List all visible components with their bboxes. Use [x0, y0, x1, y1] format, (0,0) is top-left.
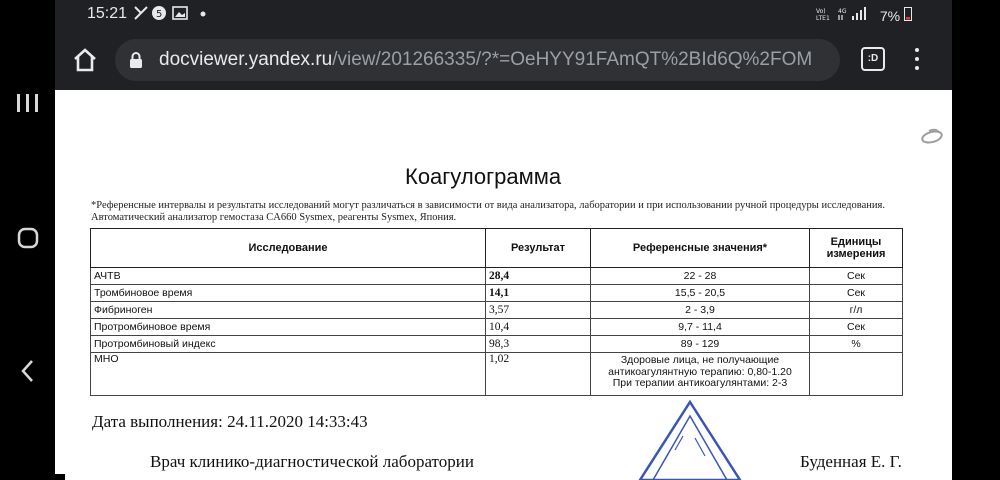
reference-line: При терапии антикоагулянтами: 2-3 — [612, 377, 788, 389]
test-result: 3,57 — [486, 302, 591, 319]
unit: Сек — [810, 268, 903, 285]
reference-range: 9,7 - 11,4 — [591, 319, 810, 336]
status-time: 15:21 — [87, 5, 128, 22]
table-row — [91, 285, 903, 302]
status-bar — [55, 0, 952, 30]
reference-line: Здоровые лица, не получающие — [620, 354, 780, 366]
unit: Сек — [810, 285, 903, 302]
svg-text:LTE1: LTE1 — [815, 15, 830, 22]
unit: Сек — [810, 319, 903, 336]
table-row — [91, 319, 903, 336]
table-row — [91, 268, 903, 285]
reference-range — [591, 353, 810, 396]
viewer-logo-icon — [919, 128, 945, 144]
execution-date: Дата выполнения: 24.11.2020 14:33:43 — [92, 412, 368, 431]
header-units: Единицы измерения — [810, 229, 903, 268]
notification-icons — [133, 5, 213, 25]
reference-line: антикоагулянтную терапию: 0,80-1.20 — [608, 365, 792, 378]
reference-range: 89 - 129 — [591, 336, 810, 353]
test-result: 14,1 — [486, 285, 591, 302]
header-test: Исследование — [91, 229, 486, 268]
test-result: 1,02 — [486, 353, 591, 396]
unit — [810, 353, 903, 396]
url-text — [159, 49, 812, 71]
browser-toolbar — [55, 30, 952, 90]
unit: % — [810, 336, 903, 353]
header-reference: Референсные значения* — [591, 229, 810, 268]
reference-range: 2 - 3,9 — [591, 302, 810, 319]
browser-menu-button[interactable] — [913, 46, 921, 74]
test-name: Фибриноген — [91, 302, 486, 319]
android-nav-bar — [0, 0, 55, 474]
recent-apps-button[interactable] — [0, 92, 55, 118]
url-host: docviewer.yandex.ru — [159, 49, 333, 70]
address-bar[interactable] — [115, 39, 840, 81]
lab-stamp-icon — [635, 400, 745, 480]
screen — [55, 0, 952, 474]
svg-text:5: 5 — [156, 9, 167, 20]
home-nav-icon — [16, 226, 40, 250]
document-page — [65, 164, 952, 480]
table-row — [91, 353, 903, 396]
test-name: Протромбиновый индекс — [91, 336, 486, 353]
table-header-row — [91, 229, 903, 268]
browser-home-icon[interactable] — [71, 46, 99, 74]
test-name: МНО — [91, 353, 486, 396]
tab-switcher-button[interactable]: :D — [861, 47, 885, 71]
battery-percent: 7% — [879, 8, 901, 24]
test-name: Тромбиновое время — [91, 285, 486, 302]
signature-name: Буденная Е. Г. — [800, 452, 902, 471]
svg-text:4G: 4G — [837, 8, 847, 15]
reference-range: 15,5 - 20,5 — [591, 285, 810, 302]
home-nav-button[interactable] — [0, 226, 55, 254]
back-icon — [18, 358, 38, 384]
doctor-title: Врач клинико-диагностической лаборатории — [150, 452, 474, 471]
unit: г/л — [810, 302, 903, 319]
table-row — [91, 302, 903, 319]
battery-icon — [904, 6, 912, 21]
reference-note: *Референсные интервалы и результаты исследований могут различаться в зависимости от вида анализатора, лаборатории и при использовании ручной процедуры исследования. Автоматический анализатор гемостаза CA660 Sysmex, реагенты Sysmex, Япония. — [91, 200, 885, 223]
notification-icons-strip — [133, 5, 213, 21]
results-table — [90, 228, 903, 396]
status-right — [816, 5, 912, 24]
recent-apps-icon — [15, 92, 41, 114]
test-result: 28,4 — [486, 268, 591, 285]
signal-icons — [816, 5, 876, 21]
test-result: 98,3 — [486, 336, 591, 353]
url-path: /view/201266335/?*=OeHYY91FAmQT%2BId6Q%2FOM — [332, 49, 813, 70]
document-viewer[interactable] — [55, 90, 952, 474]
back-nav-button[interactable] — [0, 358, 55, 388]
test-name: Протромбиновое время — [91, 319, 486, 336]
svg-text:Vo): Vo) — [815, 8, 826, 15]
header-result: Результат — [486, 229, 591, 268]
document-title: Коагулограмма — [405, 164, 562, 189]
reference-range: 22 - 28 — [591, 268, 810, 285]
lock-icon — [127, 51, 145, 69]
screen-right-bezel — [952, 0, 1000, 474]
table-row — [91, 336, 903, 353]
test-result: 10,4 — [486, 319, 591, 336]
test-name: АЧТВ — [91, 268, 486, 285]
